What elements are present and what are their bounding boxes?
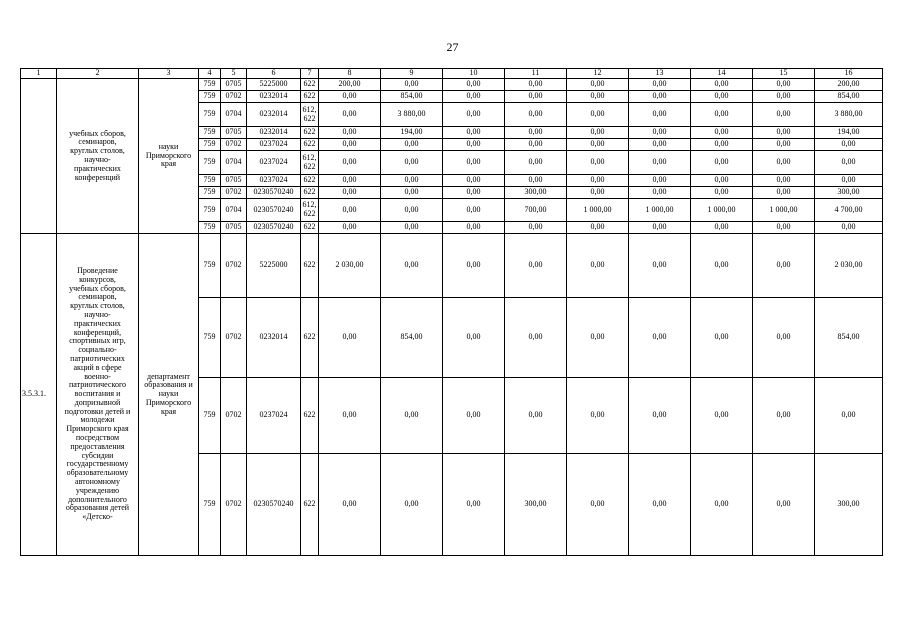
amount-total: 2 030,00 xyxy=(815,234,883,298)
amount-col-10: 0,00 xyxy=(443,127,505,139)
expense-type-code: 622 xyxy=(301,139,319,151)
amount-col-14: 0,00 xyxy=(691,222,753,234)
section-code: 0704 xyxy=(221,199,247,222)
gbrs-code: 759 xyxy=(199,234,221,298)
amount-col-12: 0,00 xyxy=(567,103,629,127)
amount-col-12: 0,00 xyxy=(567,79,629,91)
amount-total: 3 880,00 xyxy=(815,103,883,127)
amount-col-11: 0,00 xyxy=(505,139,567,151)
amount-col-8: 2 030,00 xyxy=(319,234,381,298)
amount-col-9: 0,00 xyxy=(381,139,443,151)
amount-col-10: 0,00 xyxy=(443,91,505,103)
amount-col-13: 0,00 xyxy=(629,378,691,454)
item-number: 3.5.3.1. xyxy=(21,234,57,556)
amount-col-14: 0,00 xyxy=(691,175,753,187)
section-code: 0702 xyxy=(221,298,247,378)
column-number-7: 7 xyxy=(301,69,319,79)
amount-col-15: 0,00 xyxy=(753,103,815,127)
amount-col-12: 0,00 xyxy=(567,222,629,234)
column-number-16: 16 xyxy=(815,69,883,79)
amount-col-12: 0,00 xyxy=(567,454,629,556)
gbrs-code: 759 xyxy=(199,127,221,139)
amount-col-8: 0,00 xyxy=(319,199,381,222)
section-code: 0702 xyxy=(221,454,247,556)
amount-total: 0,00 xyxy=(815,175,883,187)
amount-total: 0,00 xyxy=(815,151,883,175)
amount-col-10: 0,00 xyxy=(443,199,505,222)
expense-type-code: 622 xyxy=(301,175,319,187)
expense-type-code: 622 xyxy=(301,187,319,199)
amount-col-13: 0,00 xyxy=(629,187,691,199)
target-article-code: 5225000 xyxy=(247,79,301,91)
amount-col-10: 0,00 xyxy=(443,187,505,199)
amount-col-9: 0,00 xyxy=(381,234,443,298)
amount-col-15: 0,00 xyxy=(753,378,815,454)
amount-col-12: 1 000,00 xyxy=(567,199,629,222)
item-number xyxy=(21,79,57,234)
amount-col-9: 0,00 xyxy=(381,454,443,556)
amount-col-12: 0,00 xyxy=(567,175,629,187)
amount-col-10: 0,00 xyxy=(443,139,505,151)
section-code: 0702 xyxy=(221,234,247,298)
amount-col-8: 0,00 xyxy=(319,454,381,556)
amount-col-14: 0,00 xyxy=(691,151,753,175)
gbrs-code: 759 xyxy=(199,454,221,556)
expense-type-code: 612, 622 xyxy=(301,199,319,222)
amount-col-15: 0,00 xyxy=(753,79,815,91)
amount-col-13: 0,00 xyxy=(629,139,691,151)
amount-col-9: 0,00 xyxy=(381,187,443,199)
amount-col-8: 0,00 xyxy=(319,175,381,187)
amount-total: 0,00 xyxy=(815,222,883,234)
target-article-code: 0237024 xyxy=(247,378,301,454)
column-number-12: 12 xyxy=(567,69,629,79)
amount-col-10: 0,00 xyxy=(443,103,505,127)
amount-col-12: 0,00 xyxy=(567,378,629,454)
item-description: Проведение конкурсов, учебных сборов, семинаров, круглых столов, научно- практических конференций, спортивных игр, социально- патриотических акций в сфере военно- патриотического воспитания и допризывной подготовки детей и молодежи Приморского края посредством предоставления субсидии государственному образовательному автономному учреждению дополнительного образования детей «Детско- xyxy=(57,234,139,556)
target-article-code: 0237024 xyxy=(247,151,301,175)
amount-total: 854,00 xyxy=(815,91,883,103)
expense-type-code: 622 xyxy=(301,127,319,139)
amount-col-15: 0,00 xyxy=(753,222,815,234)
amount-col-12: 0,00 xyxy=(567,187,629,199)
responsible-department: департамент образования и науки Приморского края xyxy=(139,234,199,556)
column-number-row xyxy=(21,69,883,79)
expense-type-code: 612, 622 xyxy=(301,151,319,175)
amount-col-15: 1 000,00 xyxy=(753,199,815,222)
gbrs-code: 759 xyxy=(199,103,221,127)
amount-col-8: 0,00 xyxy=(319,378,381,454)
table-row xyxy=(21,79,883,91)
amount-col-12: 0,00 xyxy=(567,127,629,139)
amount-col-8: 0,00 xyxy=(319,151,381,175)
amount-col-9: 854,00 xyxy=(381,298,443,378)
amount-col-9: 0,00 xyxy=(381,79,443,91)
target-article-code: 0232014 xyxy=(247,91,301,103)
section-code: 0705 xyxy=(221,175,247,187)
section-code: 0704 xyxy=(221,103,247,127)
amount-col-11: 700,00 xyxy=(505,199,567,222)
expense-type-code: 622 xyxy=(301,378,319,454)
amount-col-11: 0,00 xyxy=(505,222,567,234)
amount-col-13: 0,00 xyxy=(629,298,691,378)
amount-col-10: 0,00 xyxy=(443,234,505,298)
amount-col-11: 300,00 xyxy=(505,454,567,556)
amount-col-11: 0,00 xyxy=(505,91,567,103)
expense-type-code: 622 xyxy=(301,222,319,234)
section-code: 0702 xyxy=(221,378,247,454)
amount-col-10: 0,00 xyxy=(443,79,505,91)
amount-col-10: 0,00 xyxy=(443,378,505,454)
amount-col-8: 0,00 xyxy=(319,91,381,103)
amount-col-13: 0,00 xyxy=(629,151,691,175)
amount-col-13: 0,00 xyxy=(629,234,691,298)
amount-col-13: 0,00 xyxy=(629,222,691,234)
gbrs-code: 759 xyxy=(199,298,221,378)
amount-col-14: 0,00 xyxy=(691,91,753,103)
amount-col-14: 0,00 xyxy=(691,234,753,298)
gbrs-code: 759 xyxy=(199,139,221,151)
column-number-13: 13 xyxy=(629,69,691,79)
amount-col-14: 0,00 xyxy=(691,139,753,151)
amount-col-13: 1 000,00 xyxy=(629,199,691,222)
column-number-5: 5 xyxy=(221,69,247,79)
page-number: 27 xyxy=(446,40,459,54)
column-number-1: 1 xyxy=(21,69,57,79)
amount-col-8: 0,00 xyxy=(319,127,381,139)
expense-type-code: 622 xyxy=(301,454,319,556)
section-code: 0705 xyxy=(221,127,247,139)
amount-col-12: 0,00 xyxy=(567,139,629,151)
expense-type-code: 622 xyxy=(301,79,319,91)
target-article-code: 0232014 xyxy=(247,127,301,139)
amount-col-9: 3 880,00 xyxy=(381,103,443,127)
amount-col-9: 0,00 xyxy=(381,199,443,222)
amount-col-14: 1 000,00 xyxy=(691,199,753,222)
target-article-code: 0230570240 xyxy=(247,187,301,199)
target-article-code: 0230570240 xyxy=(247,222,301,234)
amount-col-11: 300,00 xyxy=(505,187,567,199)
amount-col-8: 0,00 xyxy=(319,222,381,234)
amount-col-10: 0,00 xyxy=(443,175,505,187)
amount-col-15: 0,00 xyxy=(753,454,815,556)
gbrs-code: 759 xyxy=(199,199,221,222)
section-code: 0702 xyxy=(221,187,247,199)
amount-col-11: 0,00 xyxy=(505,79,567,91)
item-description: учебных сборов, семинаров, круглых столов, научно- практических конференций xyxy=(57,79,139,234)
expense-type-code: 622 xyxy=(301,298,319,378)
amount-col-12: 0,00 xyxy=(567,91,629,103)
column-number-9: 9 xyxy=(381,69,443,79)
amount-col-15: 0,00 xyxy=(753,187,815,199)
expense-type-code: 612, 622 xyxy=(301,103,319,127)
amount-col-15: 0,00 xyxy=(753,127,815,139)
section-code: 0702 xyxy=(221,91,247,103)
target-article-code: 0237024 xyxy=(247,139,301,151)
amount-col-14: 0,00 xyxy=(691,127,753,139)
column-number-8: 8 xyxy=(319,69,381,79)
column-number-11: 11 xyxy=(505,69,567,79)
amount-col-9: 0,00 xyxy=(381,151,443,175)
column-number-14: 14 xyxy=(691,69,753,79)
amount-col-10: 0,00 xyxy=(443,298,505,378)
gbrs-code: 759 xyxy=(199,378,221,454)
column-number-4: 4 xyxy=(199,69,221,79)
amount-col-8: 0,00 xyxy=(319,103,381,127)
amount-col-13: 0,00 xyxy=(629,175,691,187)
gbrs-code: 759 xyxy=(199,187,221,199)
amount-col-10: 0,00 xyxy=(443,454,505,556)
amount-col-8: 0,00 xyxy=(319,139,381,151)
target-article-code: 0230570240 xyxy=(247,454,301,556)
amount-total: 300,00 xyxy=(815,454,883,556)
gbrs-code: 759 xyxy=(199,175,221,187)
expense-type-code: 622 xyxy=(301,91,319,103)
expense-type-code: 622 xyxy=(301,234,319,298)
amount-col-13: 0,00 xyxy=(629,103,691,127)
section-code: 0705 xyxy=(221,222,247,234)
amount-col-11: 0,00 xyxy=(505,103,567,127)
section-code: 0704 xyxy=(221,151,247,175)
column-number-15: 15 xyxy=(753,69,815,79)
amount-col-9: 854,00 xyxy=(381,91,443,103)
gbrs-code: 759 xyxy=(199,79,221,91)
amount-col-14: 0,00 xyxy=(691,378,753,454)
amount-total: 4 700,00 xyxy=(815,199,883,222)
amount-col-11: 0,00 xyxy=(505,234,567,298)
amount-col-8: 0,00 xyxy=(319,298,381,378)
target-article-code: 0232014 xyxy=(247,103,301,127)
amount-col-11: 0,00 xyxy=(505,127,567,139)
amount-col-14: 0,00 xyxy=(691,187,753,199)
column-number-10: 10 xyxy=(443,69,505,79)
amount-col-11: 0,00 xyxy=(505,151,567,175)
amount-col-13: 0,00 xyxy=(629,79,691,91)
amount-col-11: 0,00 xyxy=(505,378,567,454)
responsible-department: науки Приморского края xyxy=(139,79,199,234)
amount-total: 200,00 xyxy=(815,79,883,91)
amount-col-9: 0,00 xyxy=(381,175,443,187)
column-number-3: 3 xyxy=(139,69,199,79)
target-article-code: 0232014 xyxy=(247,298,301,378)
gbrs-code: 759 xyxy=(199,222,221,234)
amount-total: 0,00 xyxy=(815,139,883,151)
amount-col-9: 0,00 xyxy=(381,378,443,454)
amount-col-15: 0,00 xyxy=(753,151,815,175)
amount-col-15: 0,00 xyxy=(753,234,815,298)
amount-col-14: 0,00 xyxy=(691,103,753,127)
amount-col-15: 0,00 xyxy=(753,298,815,378)
amount-total: 854,00 xyxy=(815,298,883,378)
amount-col-14: 0,00 xyxy=(691,298,753,378)
amount-total: 300,00 xyxy=(815,187,883,199)
amount-col-15: 0,00 xyxy=(753,91,815,103)
amount-col-13: 0,00 xyxy=(629,454,691,556)
column-number-2: 2 xyxy=(57,69,139,79)
target-article-code: 5225000 xyxy=(247,234,301,298)
amount-col-11: 0,00 xyxy=(505,298,567,378)
column-number-6: 6 xyxy=(247,69,301,79)
amount-col-10: 0,00 xyxy=(443,222,505,234)
target-article-code: 0230570240 xyxy=(247,199,301,222)
amount-col-13: 0,00 xyxy=(629,127,691,139)
amount-col-12: 0,00 xyxy=(567,151,629,175)
section-code: 0705 xyxy=(221,79,247,91)
amount-total: 0,00 xyxy=(815,378,883,454)
amount-col-15: 0,00 xyxy=(753,175,815,187)
gbrs-code: 759 xyxy=(199,151,221,175)
section-code: 0702 xyxy=(221,139,247,151)
amount-col-8: 0,00 xyxy=(319,187,381,199)
amount-col-9: 0,00 xyxy=(381,222,443,234)
amount-col-14: 0,00 xyxy=(691,79,753,91)
target-article-code: 0237024 xyxy=(247,175,301,187)
amount-col-13: 0,00 xyxy=(629,91,691,103)
amount-col-9: 194,00 xyxy=(381,127,443,139)
table-row xyxy=(21,234,883,298)
amount-col-11: 0,00 xyxy=(505,175,567,187)
amount-total: 194,00 xyxy=(815,127,883,139)
amount-col-14: 0,00 xyxy=(691,454,753,556)
budget-table xyxy=(20,68,883,556)
amount-col-8: 200,00 xyxy=(319,79,381,91)
amount-col-15: 0,00 xyxy=(753,139,815,151)
gbrs-code: 759 xyxy=(199,91,221,103)
amount-col-10: 0,00 xyxy=(443,151,505,175)
amount-col-12: 0,00 xyxy=(567,234,629,298)
amount-col-12: 0,00 xyxy=(567,298,629,378)
